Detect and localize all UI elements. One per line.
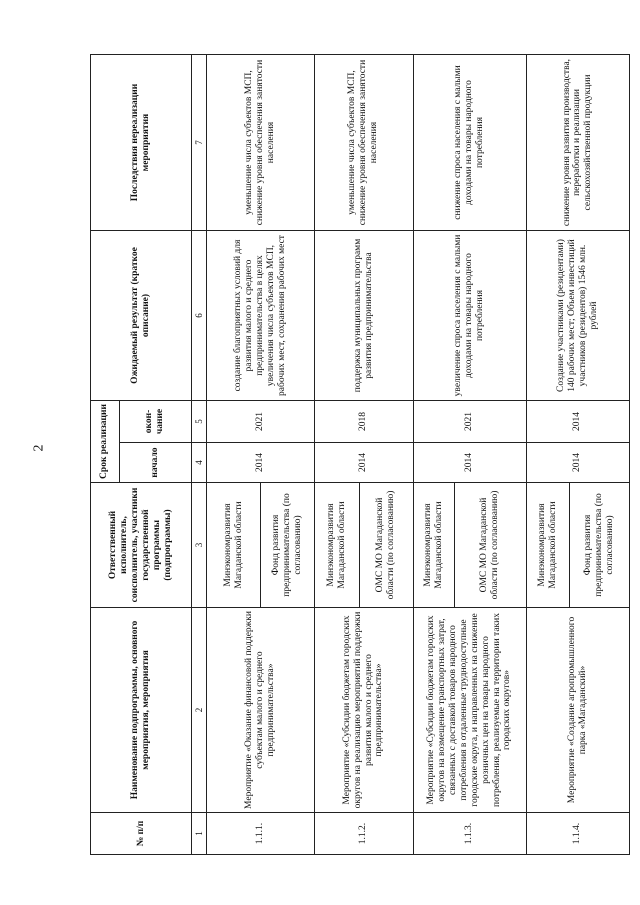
row-num: 1.1.3.: [413, 813, 526, 855]
table-row: [314, 55, 359, 855]
colnum-4: 4: [191, 443, 206, 483]
header-term: Срок реализации: [91, 401, 120, 483]
column-number-row: [191, 55, 206, 855]
row-result: Создание участниками (резидентами) 140 рабочих мест; Объем инвестиций участников (резидентов) 1546 млн. рублей: [526, 231, 629, 401]
row-executor: Фонд развития предпринимательства (по согласованию): [570, 483, 630, 608]
row-consequences: снижение уровня развития производства, переработки и реализации сельскохозяйственной продукции: [526, 55, 629, 231]
table-row: [207, 55, 261, 855]
row-name: Мероприятие «Субсидии бюджетам городских округов на реализацию мероприятий поддержки развития малого и среднего предпринимательства»: [314, 608, 413, 813]
row-start: 2014: [314, 443, 413, 483]
colnum-6: 6: [191, 231, 206, 401]
table-row: [526, 55, 569, 855]
row-consequences: уменьшение числа субъектов МСП, снижение уровня обеспечения занятости населения: [314, 55, 413, 231]
row-result: поддержка муниципальных программ развития предпринимательства: [314, 231, 413, 401]
header-num: № п/п: [91, 813, 192, 855]
row-name: Мероприятие «Создание агропромышленного парка «Магаданский»: [526, 608, 629, 813]
colnum-1: 1: [191, 813, 206, 855]
row-start: 2014: [526, 443, 629, 483]
row-end: 2018: [314, 401, 413, 443]
row-consequences: уменьшение числа субъектов МСП, снижение уровня обеспечения занятости населения: [207, 55, 314, 231]
colnum-7: 7: [191, 55, 206, 231]
header-executor: Ответственный исполнитель, соисполнитель, участники государственной программы (подпрограммы): [91, 483, 192, 608]
row-executor: Минэкономразвития Магаданской области: [207, 483, 261, 608]
table-row: [413, 55, 454, 855]
header-name: Наименование подпрограммы, основного мероприятия, мероприятия: [91, 608, 192, 813]
row-name: Мероприятие «Субсидии бюджетам городских округов на возмещение транспортных затрат, связанных с доставкой товаров народного потребления в отдаленные труднодоступные городские округа, и направленных на снижение розничных цен на товары народного потребления, реализуемые на территории таких городских округов»: [413, 608, 526, 813]
row-num: 1.1.4.: [526, 813, 629, 855]
header-end: окон-чание: [119, 401, 191, 443]
row-num: 1.1.2.: [314, 813, 413, 855]
colnum-2: 2: [191, 608, 206, 813]
row-executor: Минэкономразвития Магаданской области: [413, 483, 454, 608]
header-consequences: Последствия нереализации мероприятия: [91, 55, 192, 231]
row-num: 1.1.1.: [207, 813, 314, 855]
header-start: начало: [119, 443, 191, 483]
row-end: 2014: [526, 401, 629, 443]
row-consequences: снижение спроса населения с малыми доходами на товары народного потребления: [413, 55, 526, 231]
colnum-5: 5: [191, 401, 206, 443]
row-executor: Минэкономразвития Магаданской области: [314, 483, 359, 608]
header-row: [91, 55, 120, 855]
measures-table-rotated: [90, 55, 630, 855]
row-end: 2021: [207, 401, 314, 443]
row-result: увеличение спроса населения с малыми доходами на товары народного потребления: [413, 231, 526, 401]
row-end: 2021: [413, 401, 526, 443]
measures-table: [90, 54, 630, 855]
row-result: создание благоприятных условий для развития малого и среднего предпринимательства в целях увеличения числа субъектов МСП, рабочих мест, сохранения рабочих мест: [207, 231, 314, 401]
row-name: Мероприятие «Оказание финансовой поддержки субъектам малого и среднего предпринимательства»: [207, 608, 314, 813]
row-executor: ОМС МО Магаданской области (по согласованию): [454, 483, 526, 608]
row-executor: Фонд развития предпринимательства (по согласованию): [261, 483, 315, 608]
row-executor: Минэкономразвития Магаданской области: [526, 483, 569, 608]
page-number: 2: [31, 444, 47, 452]
colnum-3: 3: [191, 483, 206, 608]
row-executor: ОМС МО Магаданской области (по согласованию): [359, 483, 413, 608]
header-result: Ожидаемый результат (краткое описание): [91, 231, 192, 401]
row-start: 2014: [207, 443, 314, 483]
row-start: 2014: [413, 443, 526, 483]
